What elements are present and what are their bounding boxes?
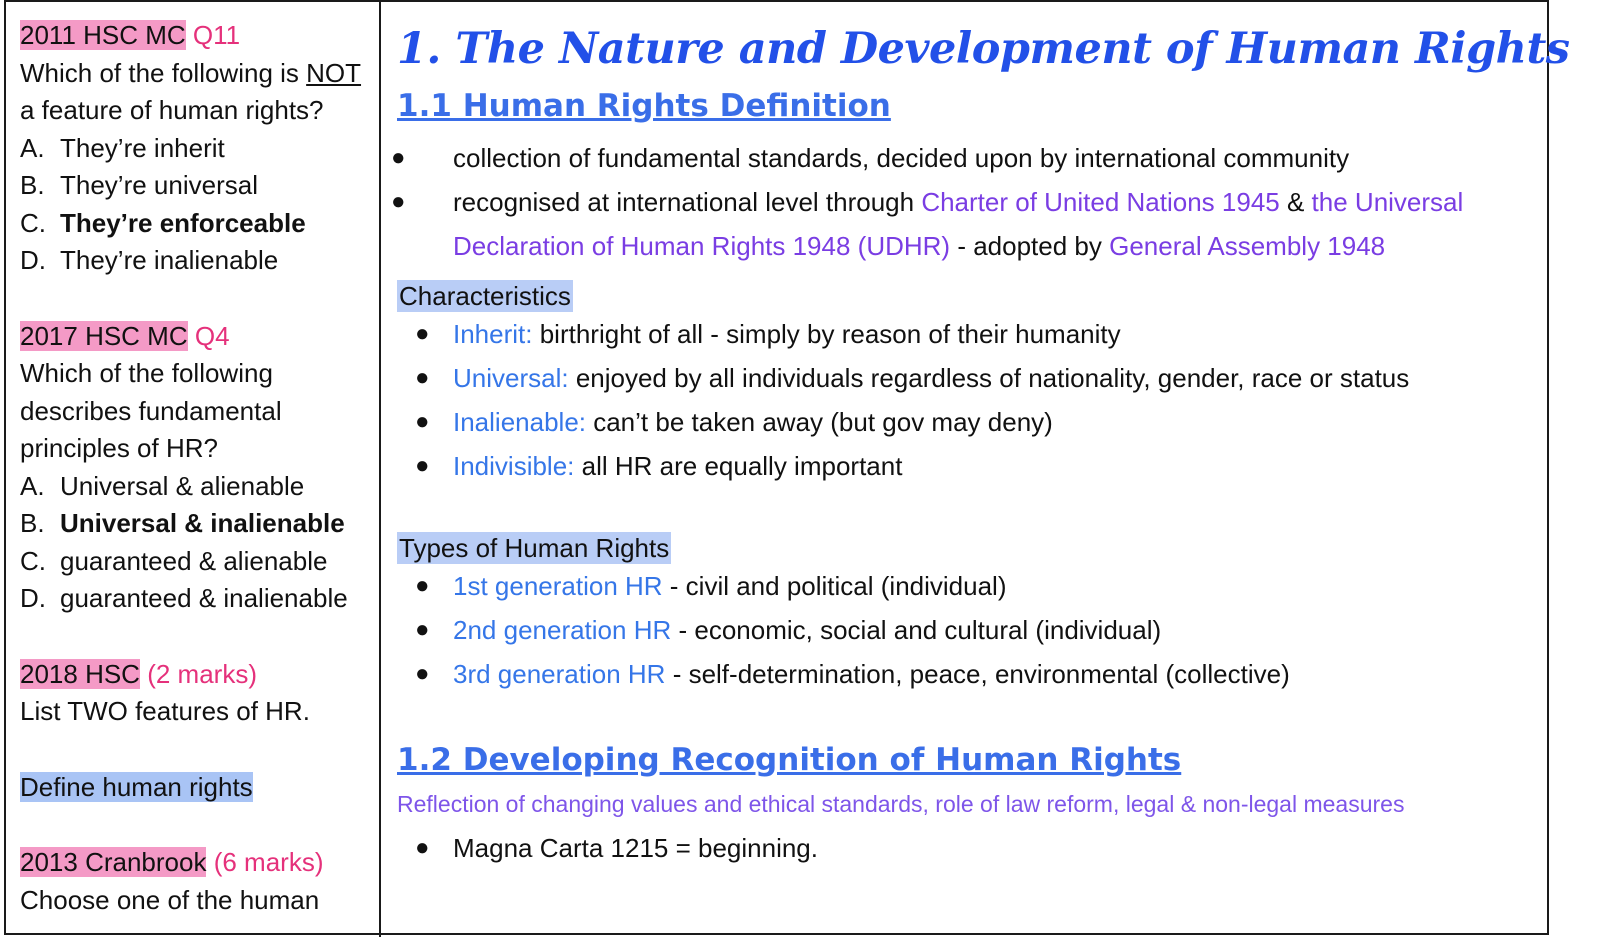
udhr-text: Declaration of Human Rights 1948 (UDHR) xyxy=(453,231,951,261)
option-c-correct: C. They’re enforceable xyxy=(20,207,306,238)
bullet-icon: ● xyxy=(415,616,430,643)
bullet-icon: ● xyxy=(391,188,406,215)
question-tag: 2018 HSC xyxy=(20,658,140,689)
bullet-icon: ● xyxy=(415,660,430,687)
section-1-2-title: 1.2 Developing Recognition of Human Rights xyxy=(397,742,1182,778)
question-marks: (2 marks) xyxy=(147,658,257,689)
bullet-icon: ● xyxy=(415,834,430,861)
option-a: A. They’re inherit xyxy=(20,132,225,163)
section-1-1-title: 1.1 Human Rights Definition xyxy=(397,88,891,124)
define-highlight: Define human rights xyxy=(20,771,253,802)
option-d: D. They’re inalienable xyxy=(20,245,279,275)
document-page xyxy=(4,0,1570,935)
question-tag: 2013 Cranbrook xyxy=(20,847,207,877)
bullet-icon: ● xyxy=(415,364,430,391)
notes-column xyxy=(383,2,1570,937)
list-item: ● Inalienable: can’t be taken away (but gov may deny) xyxy=(397,400,1547,444)
development-list xyxy=(397,826,1547,870)
question-text: Which of the following is xyxy=(20,57,307,88)
question-number: Q11 xyxy=(192,20,241,50)
question-2017-hsc xyxy=(20,318,379,618)
list-item: ● 1st generation HR - civil and political (individual) xyxy=(397,564,1547,608)
bullet-icon: ● xyxy=(391,144,406,171)
page-title: 1. The Nature and Development of Human Rights xyxy=(397,24,1570,74)
characteristics-heading: Characteristics xyxy=(399,281,571,311)
question-text: principles of HR? xyxy=(20,433,218,463)
option-c: C. guaranteed & alienable xyxy=(20,545,328,576)
bullet-icon: ● xyxy=(415,572,430,599)
question-number: Q4 xyxy=(194,320,230,351)
list-item: ● collection of fundamental standards, decided upon by international community xyxy=(397,136,1547,180)
question-text: a feature of human rights? xyxy=(20,95,324,125)
exam-questions-column xyxy=(6,2,381,937)
bullet-icon: ● xyxy=(415,408,430,435)
list-item: ● 3rd generation HR - self-determination, peace, environmental (collective) xyxy=(397,652,1547,696)
option-b-correct: B. Universal & inalienable xyxy=(20,508,345,538)
question-text: List TWO features of HR. xyxy=(20,696,310,726)
characteristics-list xyxy=(397,312,1547,488)
define-prompt xyxy=(20,769,379,807)
option-a: A. Universal & alienable xyxy=(20,470,305,501)
list-item: ● Universal: enjoyed by all individuals regardless of nationality, gender, race or status xyxy=(397,356,1547,400)
charter-un-link: Charter of United Nations 1945 xyxy=(921,187,1280,217)
list-item: ● 2nd generation HR - economic, social and cultural (individual) xyxy=(397,608,1547,652)
question-tag: 2011 HSC MC xyxy=(20,20,186,50)
list-item: ● Indivisible: all HR are equally important xyxy=(397,444,1547,488)
question-2018-hsc xyxy=(20,656,379,731)
list-item: ● recognised at international level through Charter of United Nations 1945 & the Universal Declaration of Human Rights 1948 (UDHR) - adopted by General Assembly 1948 xyxy=(397,180,1547,268)
question-text: Choose one of the human xyxy=(20,884,320,915)
bullet-icon: ● xyxy=(415,452,430,479)
udhr-text: the Universal xyxy=(1311,187,1464,217)
question-marks: (6 marks) xyxy=(213,847,324,877)
question-text-emphasis: NOT xyxy=(306,57,362,88)
types-list xyxy=(397,564,1547,696)
list-item: ● Inherit: birthright of all - simply by reason of their humanity xyxy=(397,312,1547,356)
section-1-2-note: Reflection of changing values and ethical standards, role of law reform, legal & non-legal measures xyxy=(397,791,1405,817)
question-2011-hsc xyxy=(20,17,379,280)
bullet-icon: ● xyxy=(415,320,430,347)
definition-list xyxy=(391,136,1547,268)
option-d: D. guaranteed & inalienable xyxy=(20,583,348,613)
general-assembly-text: General Assembly 1948 xyxy=(1109,231,1386,261)
types-heading: Types of Human Rights xyxy=(399,533,670,563)
question-text: Which of the following xyxy=(20,358,273,388)
question-2013-cranbrook xyxy=(20,844,379,919)
option-b: B. They’re universal xyxy=(20,170,258,200)
list-item: ● Magna Carta 1215 = beginning. xyxy=(397,826,1547,870)
question-tag: 2017 HSC MC xyxy=(20,320,188,351)
question-text: describes fundamental xyxy=(20,395,282,426)
